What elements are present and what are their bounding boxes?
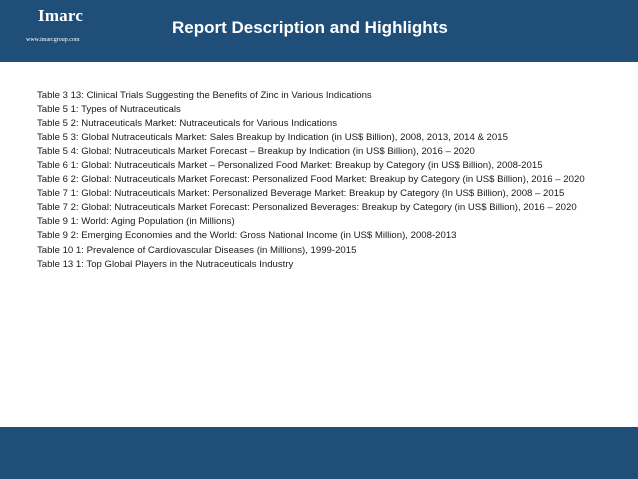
- website-url: www.imarcgroup.com: [26, 37, 80, 43]
- imarc-logo: Imarc: [38, 6, 84, 25]
- list-item: Table 9 2: Emerging Economies and the World: Gross National Income (in US$ Million), 2008-2013: [37, 230, 457, 242]
- list-item: Table 10 1: Prevalence of Cardiovascular Diseases (in Millions), 1999-2015: [37, 244, 357, 256]
- list-item: Table 5 2: Nutraceuticals Market: Nutraceuticals for Various Indications: [37, 118, 338, 130]
- header-bar: [0, 0, 638, 62]
- list-item: Table 7 1: Global: Nutraceuticals Market: Personalized Beverage Market: Breakup by Category (In US$ Billion), 2008 – 2015: [37, 188, 565, 200]
- list-item: Table 13 1: Top Global Players in the Nutraceuticals Industry: [37, 258, 294, 270]
- list-item: Table 9 1: World: Aging Population (in Millions): [37, 216, 235, 228]
- list-item: Table 5 4: Global: Nutraceuticals Market Forecast – Breakup by Indication (in US$ Billion), 2016 – 2020: [37, 146, 475, 158]
- footer-bar: [0, 427, 638, 479]
- list-item: Table 7 2: Global: Nutraceuticals Market Forecast: Personalized Beverages: Breakup by Category (in US$ Billion), 2016 – 2020: [37, 202, 577, 214]
- list-item: Table 6 2: Global: Nutraceuticals Market Forecast: Personalized Food Market: Breakup by Category (in US$ Billion), 2016 – 2020: [37, 174, 585, 186]
- list-item: Table 5 3: Global Nutraceuticals Market: Sales Breakup by Indication (in US$ Billion), 2008, 2013, 2014 & 2015: [37, 132, 508, 144]
- list-item: Table 5 1: Types of Nutraceuticals: [37, 104, 181, 116]
- list-item: Table 6 1: Global: Nutraceuticals Market – Personalized Food Market: Breakup by Category (in US$ Billion), 2008-2015: [37, 160, 543, 172]
- list-item: Table 3 13: Clinical Trials Suggesting the Benefits of Zinc in Various Indications: [37, 90, 372, 101]
- table-list: [37, 89, 607, 272]
- page-title: Report Description and Highlights: [172, 18, 448, 37]
